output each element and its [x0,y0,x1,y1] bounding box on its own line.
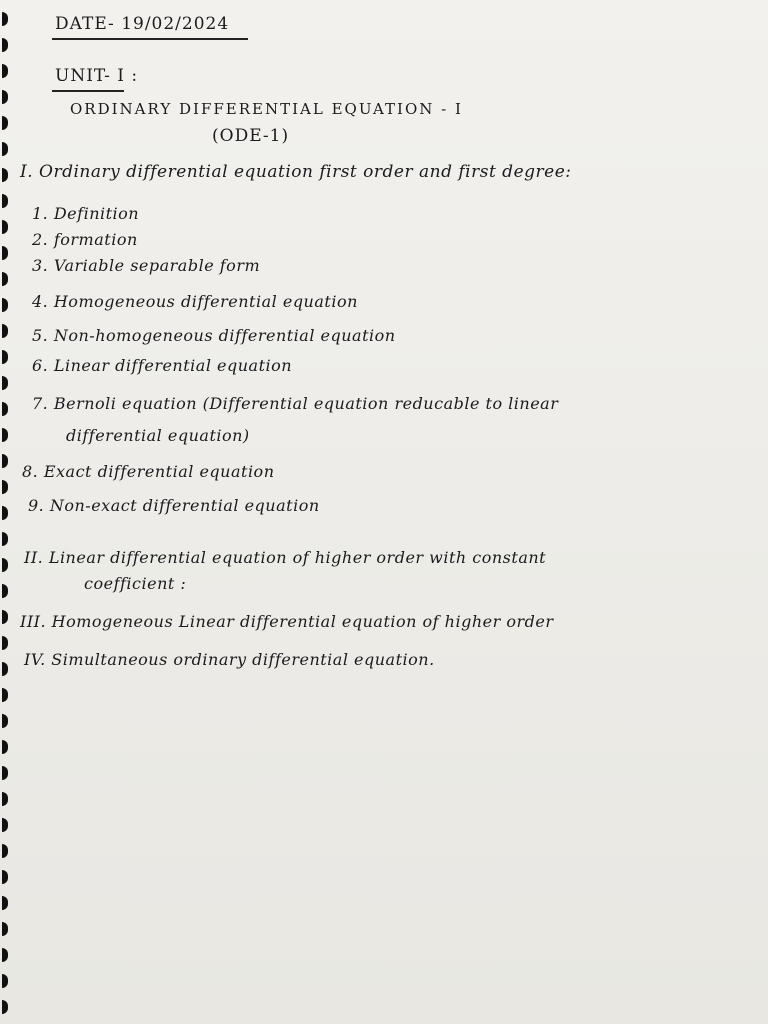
unit-underline [52,90,124,92]
punch-hole [2,584,8,598]
section-3-heading: III. Homogeneous Linear differential equation of higher order [20,612,554,631]
punch-hole [2,168,8,182]
section-1-heading: I. Ordinary differential equation first order and first degree: [20,162,572,182]
punch-hole [2,636,8,650]
list-item: 7. Bernoli equation (Differential equation reducable to linear [32,394,559,413]
punch-hole [2,974,8,988]
punch-hole [2,194,8,208]
section-2-heading: II. Linear differential equation of higher order with constant [24,548,547,567]
punch-hole [2,220,8,234]
punch-hole [2,792,8,806]
list-item: 5. Non-homogeneous differential equation [32,326,396,345]
page-subtitle: (ODE-1) [212,126,290,146]
punch-hole [2,662,8,676]
punch-hole [2,64,8,78]
punch-hole [2,350,8,364]
punch-hole [2,324,8,338]
punch-hole [2,766,8,780]
list-item: 3. Variable separable form [32,256,261,275]
punch-hole [2,688,8,702]
punch-hole [2,402,8,416]
punch-hole [2,12,8,26]
punch-hole [2,90,8,104]
punch-hole [2,116,8,130]
list-item: 2. formation [32,230,138,249]
punch-hole [2,558,8,572]
punch-hole [2,922,8,936]
list-item: 1. Definition [32,204,140,223]
punch-hole [2,740,8,754]
punch-hole [2,454,8,468]
page-title: ORDINARY DIFFERENTIAL EQUATION - I [70,100,463,118]
punch-holes [0,0,14,1024]
punch-hole [2,38,8,52]
punch-hole [2,506,8,520]
list-item-continuation: differential equation) [66,426,250,445]
list-item: 9. Non-exact differential equation [28,496,320,515]
punch-hole [2,142,8,156]
punch-hole [2,480,8,494]
punch-hole [2,532,8,546]
list-item: 4. Homogeneous differential equation [32,292,358,311]
unit-heading: UNIT- I : [55,66,139,86]
punch-hole [2,272,8,286]
punch-hole [2,246,8,260]
section-2-heading-continuation: coefficient : [84,574,187,593]
date-text: DATE- 19/02/2024 [55,14,230,34]
list-item: 6. Linear differential equation [32,356,293,375]
punch-hole [2,610,8,624]
list-item: 8. Exact differential equation [22,462,275,481]
punch-hole [2,376,8,390]
punch-hole [2,844,8,858]
punch-hole [2,428,8,442]
punch-hole [2,1000,8,1014]
punch-hole [2,818,8,832]
punch-hole [2,298,8,312]
date-underline [52,38,248,40]
punch-hole [2,870,8,884]
punch-hole [2,896,8,910]
section-4-heading: IV. Simultaneous ordinary differential equation. [24,650,435,669]
punch-hole [2,948,8,962]
punch-hole [2,714,8,728]
